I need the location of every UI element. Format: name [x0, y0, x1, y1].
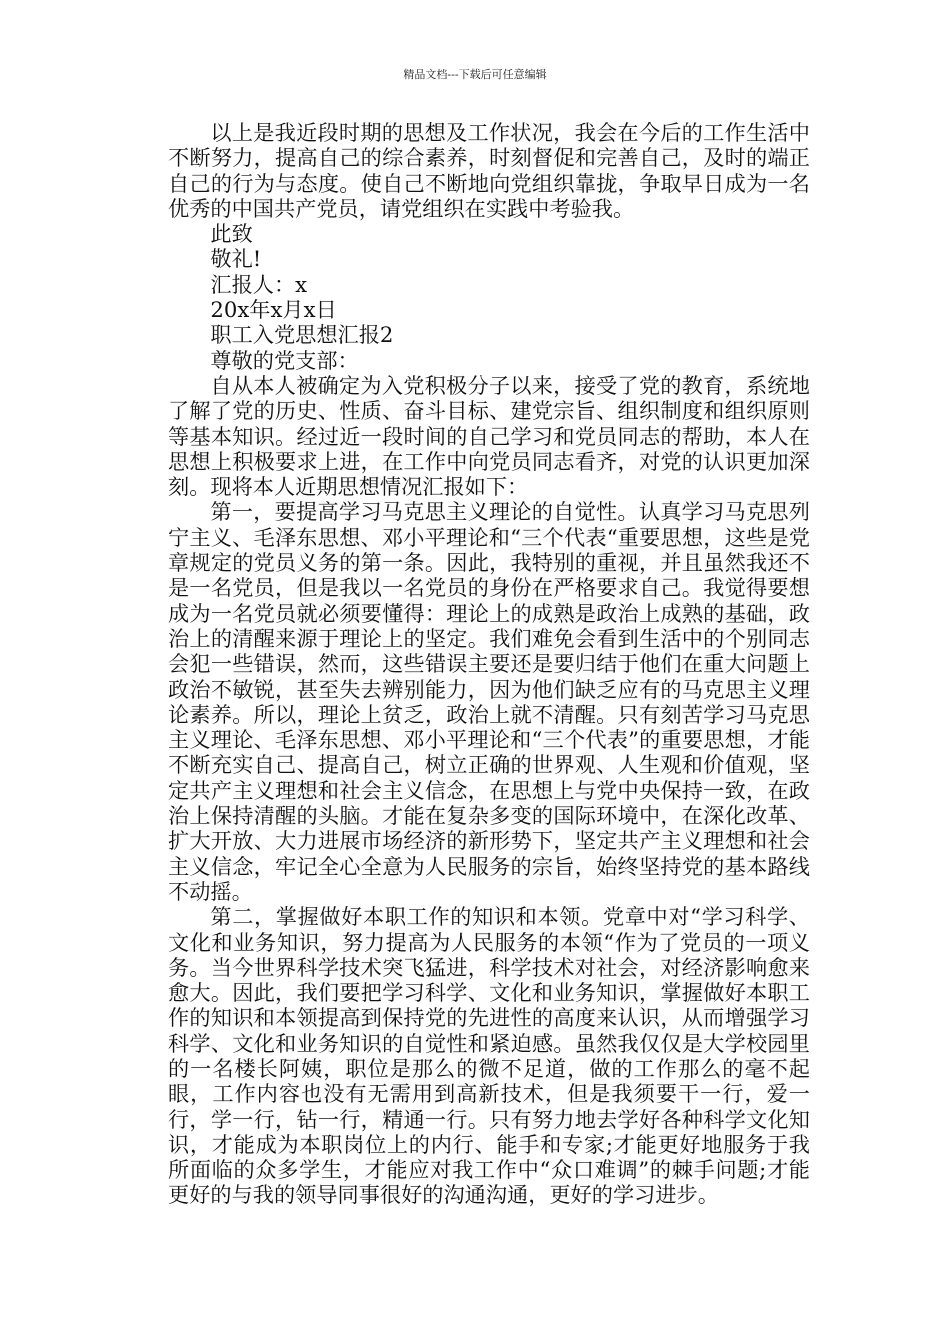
closing-line-1: 此致 [210, 221, 253, 247]
closing-line-2: 敬礼! [210, 246, 262, 272]
date-line: 20x年x月x日 [210, 297, 337, 323]
salutation-line: 尊敬的党支部： [210, 347, 359, 373]
paragraph-intro: 自从本人被确定为入党积极分子以来，接受了党的教育，系统地了解了党的历史、性质、奋斗目标、建党宗旨、组织制度和组织原则等基本知识。经过近一段时间的自己学习和党员同志的帮助，本人在思想上积极要求上进，在工作中向党员同志看齐，对党的认识更加深刻。现将本人近期思想情况汇报如下： [168, 372, 810, 500]
reporter-line: 汇报人：x [210, 271, 308, 297]
section-title: 职工入党思想汇报2 [210, 322, 394, 348]
paragraph-conclusion: 以上是我近段时期的思想及工作状况，我会在今后的工作生活中不断努力，提高自己的综合素养，时刻督促和完善自己，及时的端正自己的行为与态度。使自己不断地向党组织靠拢，争取早日成为一名优秀的中国共产党员，请党组织在实践中考验我。 [168, 120, 810, 221]
document-body [168, 120, 810, 1208]
paragraph-second-point: 第二，掌握做好本职工作的知识和本领。党章中对“学习科学、文化和业务知识，努力提高为人民服务的本领“作为了党员的一项义务。当今世界科学技术突飞猛进，科学技术对社会，对经济影响愈来愈大。因此，我们要把学习科学、文化和业务知识，掌握做好本职工作的知识和本领提高到保持党的先进性的高度来认识，从而增强学习科学、文化和业务知识的自觉性和紧迫感。虽然我仅仅是大学校园里的一名楼长阿姨，职位是那么的微不足道，做的工作那么的毫不起眼，工作内容也没有无需用到高新技术，但是我须要干一行，爱一行，学一行，钻一行，精通一行。只有努力地去学好各种科学文化知识，才能成为本职岗位上的内行、能手和专家;才能更好地服务于我所面临的众多学生，才能应对我工作中“众口难调”的棘手问题;才能更好的与我的领导同事很好的沟通沟通，更好的学习进步。 [168, 904, 810, 1208]
page-header: 精品文档---下载后可任意编辑 [403, 68, 547, 81]
paragraph-first-point: 第一，要提高学习马克思主义理论的自觉性。认真学习马克思列宁主义、毛泽东思想、邓小平理论和“三个代表“重要思想，这些是党章规定的党员义务的第一条。因此，我特别的重视，并且虽然我还不是一名党员，但是我以一名党员的身份在严格要求自己。我觉得要想成为一名党员就必须要懂得：理论上的成熟是政治上成熟的基础，政治上的清醒来源于理论上的坚定。我们难免会看到生活中的个别同志会犯一些错误，然而，这些错误主要还是要归结于他们在重大问题上政治不敏锐，甚至失去辨别能力，因为他们缺乏应有的马克思主义理论素养。所以，理论上贫乏，政治上就不清醒。只有刻苦学习马克思主义理论、毛泽东思想、邓小平理论和“三个代表”的重要思想，才能不断充实自己、提高自己，树立正确的世界观、人生观和价值观，坚定共产主义理想和社会主义信念，在思想上与党中央保持一致，在政治上保持清醒的头脑。才能在复杂多变的国际环境中，在深化改革、扩大开放、大力进展市场经济的新形势下，坚定共产主义理想和社会主义信念，牢记全心全意为人民服务的宗旨，始终坚持党的基本路线不动摇。 [168, 499, 810, 904]
